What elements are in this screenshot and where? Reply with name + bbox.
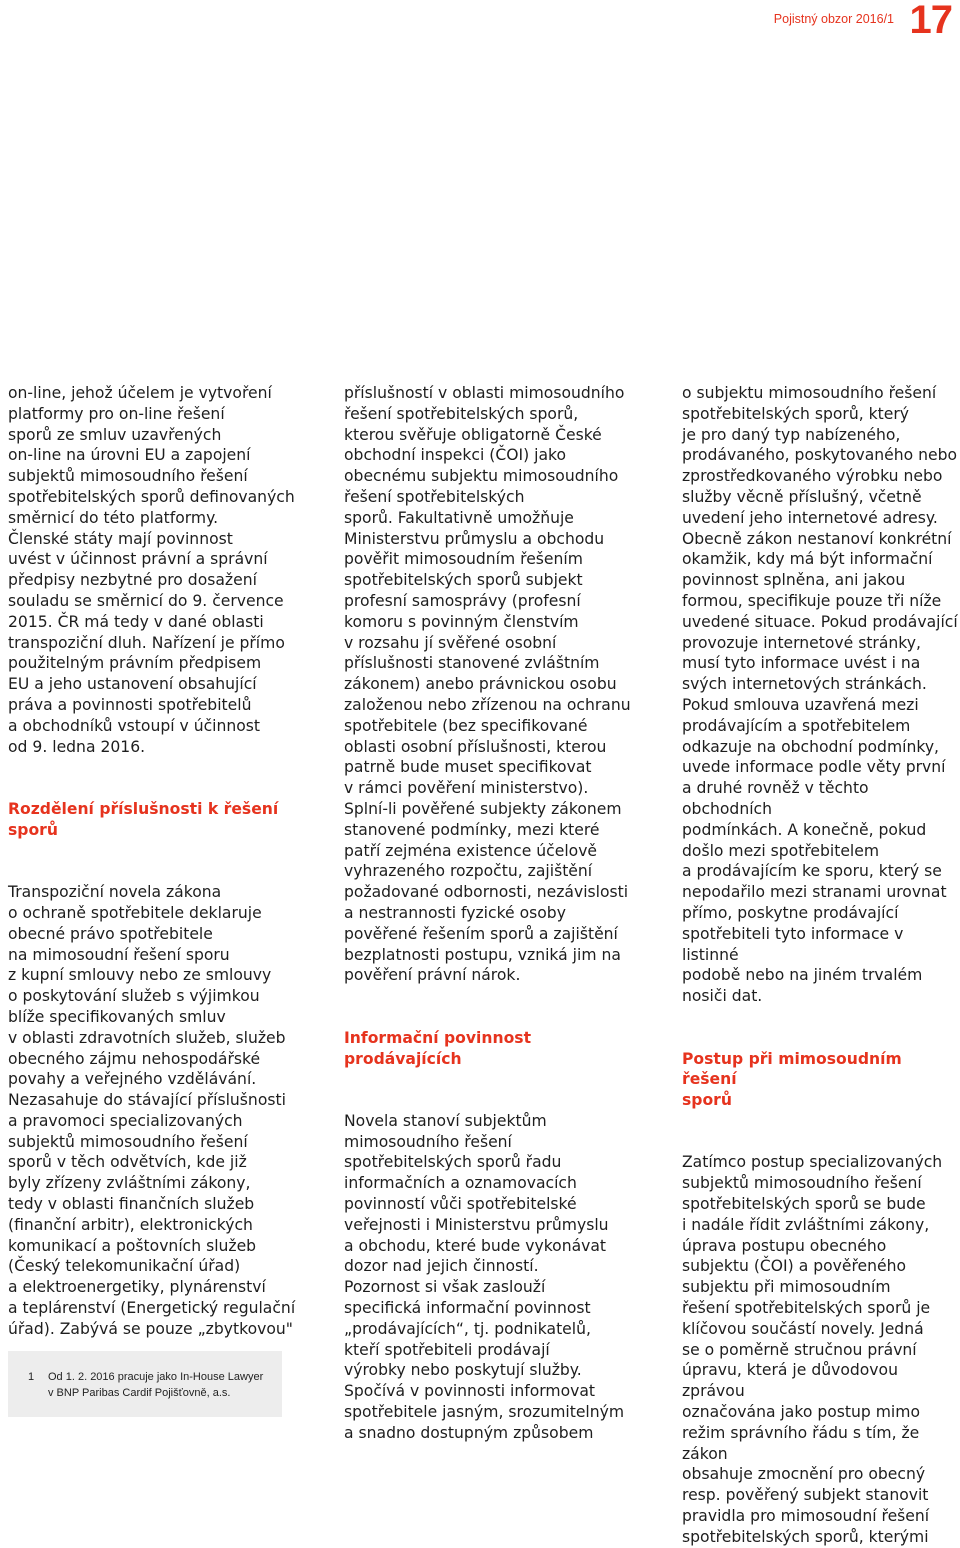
column-1 — [8, 383, 298, 1340]
footnote-text: Od 1. 2. 2016 pracuje jako In-House Lawyer v BNP Paribas Cardif Pojišťovně, a.s. — [48, 1371, 264, 1399]
paragraph: Transpoziční novela zákona o ochraně spotřebitele deklaruje obecné právo spotřebitele na mimosoudní řešení sporu z kupní smlouvy nebo ze smlouvy o poskytování služeb s výjimkou blíže specifikovaných smluv v oblasti zdravotních služeb, služeb obecného zájmu nehospodářské povahy a veřejného vzdělávání. Nezasahuje do stávající příslušnosti a pravomoci specializovaných subjektů mimosoudního řešení sporů v těch odvětvích, kde již byly zřízeny zvláštními zákony, tedy v oblasti finančních služeb (finanční arbitr), elektronických komunikací a poštovních služeb (Český telekomunikační úřad) a elektroenergetiky, plynárenství a teplárenství (Energetický regulační úřad). Zabývá se pouze „zbytkovou" — [8, 883, 296, 1338]
column-2 — [344, 383, 644, 1444]
page-number: 17 — [909, 0, 952, 42]
paragraph: Zatímco postup specializovaných subjektů mimosoudního řešení spotřebitelských sporů se bude i nadále řídit zvláštními zákony, úprava postupu obecného subjektu (ČOI) a pověřeného subjektu při mimosoudním řešení spotřebitelských sporů je klíčovou součástí novely. Jedná se o poměrně stručnou právní úpravu, která je důvodovou zprávou označována jako postup mimo režim správního řádu s tím, že zákon obsahuje zmocnění pro obecný resp. pověřený subjekt stanovit pravidla pro mimosoudní řešení spotřebitelských sporů, kterými — [682, 1153, 943, 1546]
spacer — [344, 986, 644, 1028]
spacer — [8, 841, 298, 883]
spacer — [682, 1111, 960, 1153]
section-heading: Informační povinnost prodávajících — [344, 1028, 532, 1068]
footnote-box — [8, 1351, 282, 1417]
spacer — [682, 1007, 960, 1049]
footnote-number: 1 — [28, 1371, 35, 1383]
spacer — [8, 757, 298, 799]
paragraph: příslušností v oblasti mimosoudního řešení spotřebitelských sporů, kterou svěřuje obligatorně České obchodní inspekci (ČOI) jako obecnému subjektu mimosoudního řešení spotřebitelských sporů. Fakultativně umožňuje Ministerstvu průmyslu a obchodu pověřit mimosoudním řešením spotřebitelských sporů subjekt profesní samosprávy (profesní komoru s povinným členstvím v rozsahu jí svěřené osobní příslušnosti stanovené zvláštním zákonem) anebo právnickou osobu založenou nebo zřízenou na ochranu spotřebitele (bez specifikované oblasti osobní příslušnosti, kterou patrně bude muset specifikovat v rámci pověření ministerstvo). Splní-li pověřené subjekty zákonem stanovené podmínky, mezi které patří zejména existence účelově vyhrazeného rozpočtu, zajištění požadované odbornosti, nezávislosti a nestrannosti fyzické osoby pověřené řešením sporů a zajištění bezplatnosti postupu, vzniká jim na pověření právní nárok. — [344, 384, 631, 985]
paragraph: o subjektu mimosoudního řešení spotřebitelských sporů, který je pro daný typ nabízeného, prodávaného, poskytovaného nebo zprostředkovaného výrobku nebo služby věcně příslušný, včetně uvedení jeho internetové adresy. Obecně zákon nestanoví konkrétní okamžik, kdy má být informační povinnost splněna, ani jakou formou, specifikuje pouze tři níže uvedené situace. Pokud prodávající provozuje internetové stránky, musí tyto informace uvést i na svých internetových stránkách. Pokud smlouva uzavřená mezi prodávajícím a spotřebitelem odkazuje na obchodní podmínky, uvede informace podle věty první a druhé rovněž v těchto obchodních podmínkách. A konečně, pokud došlo mezi spotřebitelem a prodávajícím ke sporu, který se nepodařilo mezi stranami urovnat přímo, poskytne prodávající spotřebiteli tyto informace v listinné podobě nebo na jiném trvalém nosiči dat. — [682, 384, 958, 1006]
section-heading: Rozdělení příslušnosti k řešení sporů — [8, 799, 279, 839]
paragraph: on-line, jehož účelem je vytvoření platformy pro on-line řešení sporů ze smluv uzavřených on-line na úrovni EU a zapojení subjektů mimosoudního řešení spotřebitelských sporů definovaných směrnicí do této platformy. Členské státy mají povinnost uvést v účinnost právní a správní předpisy nezbytné pro dosažení souladu se směrnicí do 9. července 2015. ČR má tedy v dané oblasti transpoziční dluh. Nařízení je přímo použitelným právním předpisem EU a jeho ustanovení obsahující práva a povinnosti spotřebitelů a obchodníků vstoupí v účinnost od 9. ledna 2016. — [8, 384, 295, 756]
column-3 — [682, 383, 960, 1548]
section-heading: Postup při mimosoudním řešení sporů — [682, 1049, 902, 1110]
spacer — [344, 1069, 644, 1111]
paragraph: Novela stanoví subjektům mimosoudního řešení spotřebitelských sporů řadu informačních a oznamovacích povinností vůči spotřebitelské veřejnosti i Ministerstvu průmyslu a obchodu, které bude vykonávat dozor nad jejich činností. Pozornost si však zaslouží specifická informační povinnost „prodávajících“, tj. podnikatelů, kteří spotřebiteli prodávají výrobky nebo poskytují služby. Spočívá v povinnosti informovat spotřebitele jasným, srozumitelným a snadno dostupným způsobem — [344, 1111, 625, 1442]
journal-title: Pojistný obzor 2016/1 — [773, 12, 894, 26]
